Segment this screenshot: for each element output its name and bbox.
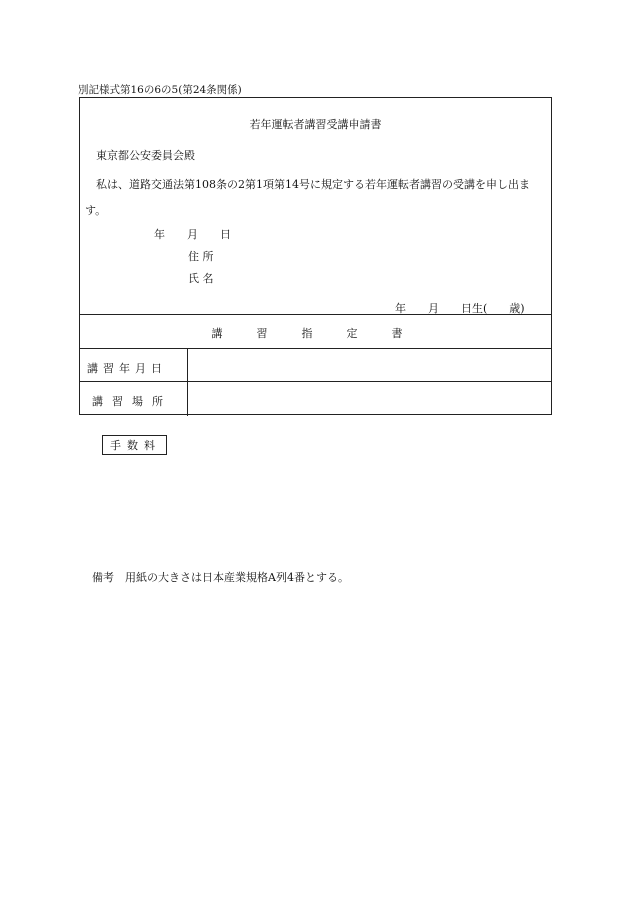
application-date: 年 月 日: [154, 228, 231, 241]
birth-date-age: 年 月 日生( 歳): [395, 302, 525, 315]
form-number: 別記様式第16の6の5(第24条関係): [78, 84, 242, 96]
form-title: 若年運転者講習受講申請書: [249, 118, 382, 131]
course-date-label: 講習年月日: [87, 362, 167, 375]
addressee: 東京都公安委員会殿: [96, 149, 195, 162]
divider-certificate: [80, 314, 551, 315]
certificate-title: 講習指定書: [211, 327, 437, 340]
divider-row1: [80, 348, 551, 349]
fee-box: 手数料: [102, 435, 167, 455]
label-column-divider: [187, 348, 188, 416]
divider-row2: [80, 381, 551, 382]
application-statement-line1: 私は、道路交通法第108条の2第1項第14号に規定する若年運転者講習の受講を申し出ま: [96, 178, 530, 191]
application-form: [79, 97, 552, 415]
remark-note: 備考 用紙の大きさは日本産業規格A列4番とする。: [92, 571, 349, 584]
address-label: 住 所: [188, 250, 214, 263]
name-label: 氏 名: [188, 272, 214, 285]
course-place-label: 講習場所: [92, 395, 172, 408]
application-statement-line2: す。: [85, 204, 107, 217]
